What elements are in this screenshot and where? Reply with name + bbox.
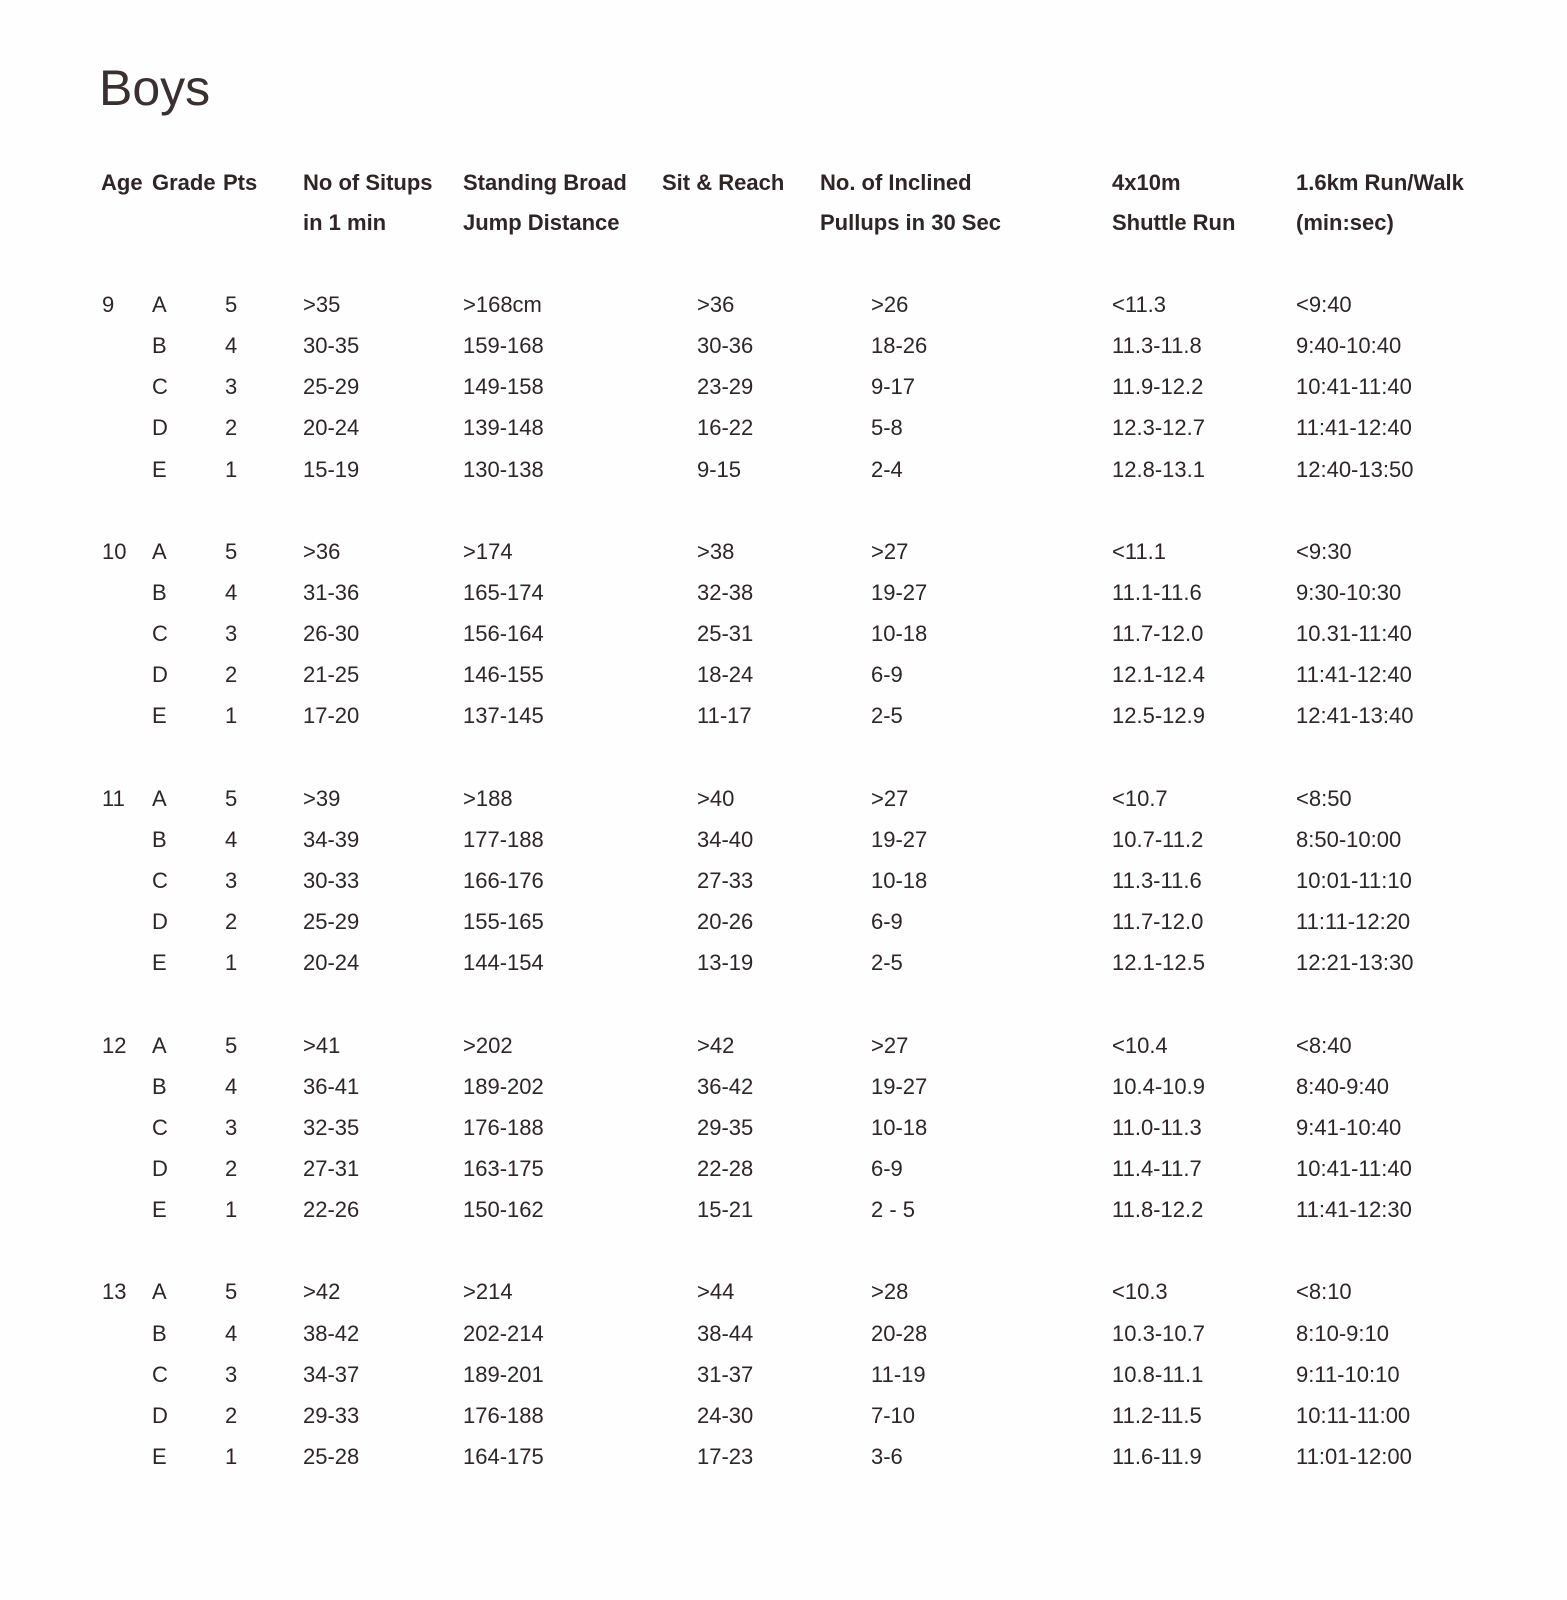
cell-situps: 26-30: [303, 621, 360, 647]
cell-run-walk: 10:41-11:40: [1296, 1155, 1412, 1181]
table-row: [0, 1148, 1567, 1189]
age-group: [0, 1025, 1567, 1231]
header-broad-jump-line1: Standing Broad: [463, 170, 627, 195]
cell-run-walk: <9:30: [1296, 538, 1352, 564]
header-pullups-line2: Pullups in 30 Sec: [820, 210, 1001, 235]
cell-grade: C: [152, 621, 168, 647]
header-sit-reach: [662, 163, 784, 203]
cell-shuttle-run: 11.3-11.8: [1112, 333, 1202, 359]
cell-situps: 25-28: [303, 1443, 360, 1469]
cell-points: 1: [225, 1197, 238, 1223]
cell-run-walk: 11:11-12:20: [1296, 909, 1411, 935]
cell-situps: >39: [303, 785, 341, 811]
cell-broad-jump: 166-176: [463, 867, 544, 893]
table-row: [0, 284, 1567, 325]
age-group: [0, 1271, 1567, 1477]
cell-shuttle-run: 10.4-10.9: [1112, 1073, 1205, 1099]
cell-grade: A: [152, 785, 167, 811]
cell-sit-reach: 16-22: [697, 415, 754, 441]
table-row: [0, 942, 1567, 983]
cell-pullups: 10-18: [871, 867, 928, 893]
cell-situps: 34-39: [303, 826, 360, 852]
cell-run-walk: <9:40: [1296, 292, 1352, 317]
cell-pullups: 10-18: [871, 621, 928, 647]
header-age-label: Age: [101, 170, 143, 195]
cell-sit-reach: 18-24: [697, 662, 754, 688]
cell-sit-reach: 34-40: [697, 826, 754, 852]
cell-shuttle-run: 12.3-12.7: [1112, 415, 1205, 441]
cell-sit-reach: 29-35: [697, 1114, 754, 1140]
standards-table: [0, 284, 1567, 1518]
cell-broad-jump: 159-168: [463, 333, 544, 359]
cell-shuttle-run: 11.8-12.2: [1112, 1197, 1204, 1223]
cell-shuttle-run: 12.5-12.9: [1112, 703, 1205, 729]
cell-broad-jump: 163-175: [463, 1155, 544, 1181]
cell-shuttle-run: <10.7: [1112, 785, 1168, 811]
cell-run-walk: 11:41-12:40: [1296, 662, 1412, 688]
cell-points: 3: [225, 621, 238, 647]
table-row: [0, 572, 1567, 613]
cell-broad-jump: 176-188: [463, 1114, 544, 1140]
cell-grade: D: [152, 1155, 168, 1181]
cell-pullups: 9-17: [871, 374, 916, 400]
table-row: [0, 449, 1567, 490]
cell-broad-jump: 176-188: [463, 1402, 544, 1428]
cell-grade: E: [152, 703, 167, 729]
cell-pullups: >28: [871, 1279, 909, 1305]
table-row: [0, 654, 1567, 695]
cell-shuttle-run: 10.7-11.2: [1112, 826, 1204, 852]
cell-sit-reach: >38: [697, 538, 735, 564]
cell-shuttle-run: 11.2-11.5: [1112, 1402, 1202, 1428]
cell-pullups: >27: [871, 1032, 909, 1058]
cell-situps: 15-19: [303, 456, 360, 482]
cell-run-walk: 12:40-13:50: [1296, 456, 1414, 482]
cell-run-walk: 11:41-12:30: [1296, 1197, 1412, 1223]
cell-sit-reach: >40: [697, 785, 735, 811]
header-run-walk-line1: 1.6km Run/Walk: [1296, 170, 1464, 195]
cell-grade: B: [152, 333, 167, 359]
table-row: [0, 613, 1567, 654]
header-run-walk-line2: (min:sec): [1296, 210, 1394, 235]
header-situps-line1: No of Situps: [303, 170, 433, 195]
table-row: [0, 1436, 1567, 1477]
header-broad-jump-line2: Jump Distance: [463, 210, 620, 235]
cell-broad-jump: 177-188: [463, 826, 544, 852]
cell-broad-jump: 130-138: [463, 456, 544, 482]
header-grade: [152, 163, 216, 203]
cell-shuttle-run: 10.8-11.1: [1112, 1361, 1204, 1387]
cell-situps: >41: [303, 1032, 341, 1058]
table-row: [0, 778, 1567, 819]
cell-broad-jump: 202-214: [463, 1320, 544, 1346]
cell-points: 4: [225, 1073, 238, 1099]
table-row: [0, 1271, 1567, 1312]
table-row: [0, 407, 1567, 448]
cell-points: 5: [225, 785, 238, 811]
table-row: [0, 819, 1567, 860]
cell-points: 3: [225, 867, 238, 893]
header-pts-label: Pts: [223, 170, 258, 195]
table-row: [0, 1066, 1567, 1107]
age-group: [0, 778, 1567, 984]
cell-pullups: 6-9: [871, 662, 903, 688]
cell-sit-reach: 22-28: [697, 1155, 754, 1181]
cell-run-walk: 8:10-9:10: [1296, 1320, 1389, 1346]
cell-broad-jump: 144-154: [463, 950, 544, 976]
cell-grade: C: [152, 1361, 168, 1387]
table-row: [0, 1189, 1567, 1230]
cell-situps: 17-20: [303, 703, 360, 729]
cell-shuttle-run: 11.9-12.2: [1112, 374, 1204, 400]
cell-run-walk: 10:11-11:00: [1296, 1402, 1411, 1428]
header-pullups-line1: No. of Inclined: [820, 170, 972, 195]
cell-run-walk: 8:40-9:40: [1296, 1073, 1389, 1099]
cell-grade: D: [152, 1402, 168, 1428]
cell-situps: >42: [303, 1279, 341, 1305]
cell-sit-reach: 20-26: [697, 909, 754, 935]
cell-shuttle-run: <10.3: [1112, 1279, 1168, 1305]
cell-situps: 30-33: [303, 867, 360, 893]
cell-broad-jump: 150-162: [463, 1197, 544, 1223]
cell-broad-jump: 164-175: [463, 1443, 544, 1469]
table-row: [0, 695, 1567, 736]
cell-run-walk: 10:41-11:40: [1296, 374, 1412, 400]
cell-grade: D: [152, 415, 168, 441]
cell-pullups: 20-28: [871, 1320, 928, 1346]
cell-run-walk: 11:41-12:40: [1296, 415, 1412, 441]
cell-situps: >35: [303, 292, 341, 317]
cell-broad-jump: 189-201: [463, 1361, 544, 1387]
cell-shuttle-run: 11.7-12.0: [1112, 909, 1204, 935]
cell-run-walk: 12:41-13:40: [1296, 703, 1414, 729]
cell-shuttle-run: <10.4: [1112, 1032, 1168, 1058]
cell-situps: 25-29: [303, 909, 360, 935]
cell-broad-jump: >174: [463, 538, 513, 564]
cell-points: 2: [225, 1155, 238, 1181]
cell-age: 9: [102, 292, 115, 317]
cell-grade: D: [152, 662, 168, 688]
cell-shuttle-run: 11.6-11.9: [1112, 1443, 1202, 1469]
cell-grade: E: [152, 456, 167, 482]
cell-pullups: >27: [871, 538, 909, 564]
cell-grade: B: [152, 1073, 167, 1099]
cell-run-walk: <8:50: [1296, 785, 1352, 811]
cell-points: 4: [225, 333, 238, 359]
cell-shuttle-run: 12.8-13.1: [1112, 456, 1205, 482]
cell-shuttle-run: <11.3: [1112, 292, 1167, 317]
cell-situps: 38-42: [303, 1320, 360, 1346]
cell-shuttle-run: <11.1: [1112, 538, 1167, 564]
cell-points: 5: [225, 292, 238, 317]
header-sit-reach-line1: Sit & Reach: [662, 170, 785, 195]
cell-sit-reach: 15-21: [697, 1197, 754, 1223]
cell-run-walk: 9:11-10:10: [1296, 1361, 1400, 1387]
header-grade-label: Grade: [152, 170, 216, 195]
cell-points: 1: [225, 950, 238, 976]
cell-points: 2: [225, 415, 238, 441]
cell-points: 2: [225, 909, 238, 935]
cell-situps: 34-37: [303, 1361, 360, 1387]
cell-points: 3: [225, 1361, 238, 1387]
cell-run-walk: <8:10: [1296, 1279, 1352, 1305]
cell-points: 5: [225, 1032, 238, 1058]
cell-situps: 29-33: [303, 1402, 360, 1428]
cell-broad-jump: 155-165: [463, 909, 544, 935]
header-shuttle-run: [1112, 163, 1235, 243]
cell-run-walk: <8:40: [1296, 1032, 1352, 1058]
cell-sit-reach: 25-31: [697, 621, 754, 647]
cell-grade: B: [152, 826, 167, 852]
cell-sit-reach: 27-33: [697, 867, 754, 893]
age-group: [0, 284, 1567, 490]
cell-points: 3: [225, 1114, 238, 1140]
cell-pullups: 5-8: [871, 415, 903, 441]
cell-shuttle-run: 11.7-12.0: [1112, 621, 1204, 647]
cell-sit-reach: 36-42: [697, 1073, 754, 1099]
cell-points: 4: [225, 1320, 238, 1346]
header-broad-jump: [463, 163, 627, 243]
cell-situps: 30-35: [303, 333, 360, 359]
cell-pullups: 3-6: [871, 1443, 903, 1469]
cell-points: 4: [225, 579, 238, 605]
cell-shuttle-run: 11.1-11.6: [1112, 579, 1202, 605]
table-row: [0, 1107, 1567, 1148]
cell-pullups: 19-27: [871, 579, 928, 605]
table-row: [0, 1354, 1567, 1395]
cell-pullups: 2-5: [871, 703, 903, 729]
cell-situps: 27-31: [303, 1155, 360, 1181]
cell-points: 1: [225, 703, 238, 729]
cell-situps: 22-26: [303, 1197, 360, 1223]
cell-broad-jump: 189-202: [463, 1073, 544, 1099]
cell-points: 1: [225, 456, 238, 482]
cell-pullups: >27: [871, 785, 909, 811]
cell-grade: B: [152, 579, 167, 605]
cell-broad-jump: >168cm: [463, 292, 542, 317]
cell-situps: >36: [303, 538, 341, 564]
cell-run-walk: 9:40-10:40: [1296, 333, 1402, 359]
table-row: [0, 901, 1567, 942]
cell-pullups: 6-9: [871, 909, 903, 935]
cell-run-walk: 9:30-10:30: [1296, 579, 1402, 605]
header-shuttle-run-line2: Shuttle Run: [1112, 210, 1236, 235]
cell-situps: 21-25: [303, 662, 360, 688]
table-row: [0, 366, 1567, 407]
cell-sit-reach: >42: [697, 1032, 735, 1058]
cell-sit-reach: >44: [697, 1279, 735, 1305]
cell-run-walk: 9:41-10:40: [1296, 1114, 1402, 1140]
cell-pullups: 6-9: [871, 1155, 903, 1181]
cell-broad-jump: 165-174: [463, 579, 544, 605]
table-row: [0, 1395, 1567, 1436]
cell-run-walk: 11:01-12:00: [1296, 1443, 1412, 1469]
cell-grade: C: [152, 374, 168, 400]
cell-broad-jump: >202: [463, 1032, 513, 1058]
table-header: [0, 163, 1567, 243]
table-row: [0, 860, 1567, 901]
cell-sit-reach: 13-19: [697, 950, 754, 976]
cell-sit-reach: >36: [697, 292, 735, 317]
cell-broad-jump: 146-155: [463, 662, 544, 688]
cell-grade: A: [152, 1279, 167, 1305]
cell-grade: E: [152, 1197, 167, 1223]
cell-grade: C: [152, 1114, 168, 1140]
cell-sit-reach: 9-15: [697, 456, 742, 482]
header-pts: [223, 163, 257, 203]
cell-situps: 31-36: [303, 579, 360, 605]
cell-grade: C: [152, 867, 168, 893]
cell-shuttle-run: 12.1-12.4: [1112, 662, 1205, 688]
cell-pullups: 19-27: [871, 826, 928, 852]
cell-broad-jump: >214: [463, 1279, 513, 1305]
cell-shuttle-run: 10.3-10.7: [1112, 1320, 1205, 1346]
cell-shuttle-run: 11.3-11.6: [1112, 867, 1202, 893]
header-age: [101, 163, 143, 203]
cell-pullups: 2 - 5: [871, 1197, 916, 1223]
cell-age: 13: [102, 1279, 127, 1305]
cell-broad-jump: 137-145: [463, 703, 544, 729]
cell-points: 1: [225, 1443, 238, 1469]
cell-pullups: 2-4: [871, 456, 903, 482]
cell-sit-reach: 23-29: [697, 374, 754, 400]
cell-situps: 20-24: [303, 950, 360, 976]
cell-run-walk: 8:50-10:00: [1296, 826, 1402, 852]
cell-pullups: 2-5: [871, 950, 903, 976]
cell-sit-reach: 38-44: [697, 1320, 754, 1346]
cell-age: 11: [102, 785, 125, 811]
cell-grade: A: [152, 1032, 167, 1058]
cell-run-walk: 10:01-11:10: [1296, 867, 1412, 893]
cell-grade: A: [152, 292, 167, 317]
table-row: [0, 325, 1567, 366]
cell-grade: B: [152, 1320, 167, 1346]
cell-grade: E: [152, 1443, 167, 1469]
cell-pullups: 18-26: [871, 333, 928, 359]
cell-pullups: 7-10: [871, 1402, 916, 1428]
table-row: [0, 1025, 1567, 1066]
cell-pullups: 10-18: [871, 1114, 928, 1140]
cell-sit-reach: 31-37: [697, 1361, 754, 1387]
cell-points: 2: [225, 662, 238, 688]
cell-grade: E: [152, 950, 167, 976]
cell-situps: 32-35: [303, 1114, 360, 1140]
cell-points: 3: [225, 374, 238, 400]
cell-pullups: >26: [871, 292, 909, 317]
cell-broad-jump: >188: [463, 785, 513, 811]
header-situps-line2: in 1 min: [303, 210, 387, 235]
cell-sit-reach: 30-36: [697, 333, 754, 359]
cell-situps: 20-24: [303, 415, 360, 441]
cell-broad-jump: 139-148: [463, 415, 544, 441]
cell-sit-reach: 24-30: [697, 1402, 754, 1428]
cell-age: 12: [102, 1032, 127, 1058]
header-situps: [303, 163, 433, 243]
header-pullups: [820, 163, 1001, 243]
page-title: Boys: [99, 60, 211, 116]
cell-situps: 36-41: [303, 1073, 360, 1099]
cell-run-walk: 12:21-13:30: [1296, 950, 1414, 976]
cell-shuttle-run: 11.0-11.3: [1112, 1114, 1202, 1140]
cell-situps: 25-29: [303, 374, 360, 400]
cell-grade: A: [152, 538, 167, 564]
cell-grade: D: [152, 909, 168, 935]
cell-shuttle-run: 12.1-12.5: [1112, 950, 1205, 976]
cell-pullups: 19-27: [871, 1073, 928, 1099]
cell-age: 10: [102, 538, 127, 564]
cell-run-walk: 10.31-11:40: [1296, 621, 1412, 647]
cell-points: 4: [225, 826, 238, 852]
header-shuttle-run-line1: 4x10m: [1112, 170, 1181, 195]
cell-pullups: 11-19: [871, 1361, 926, 1387]
cell-points: 5: [225, 1279, 238, 1305]
header-run-walk: [1296, 163, 1464, 243]
cell-shuttle-run: 11.4-11.7: [1112, 1155, 1202, 1181]
cell-broad-jump: 149-158: [463, 374, 544, 400]
cell-sit-reach: 32-38: [697, 579, 754, 605]
cell-points: 5: [225, 538, 238, 564]
age-group: [0, 531, 1567, 737]
cell-points: 2: [225, 1402, 238, 1428]
cell-broad-jump: 156-164: [463, 621, 544, 647]
cell-sit-reach: 11-17: [697, 703, 752, 729]
table-row: [0, 1313, 1567, 1354]
table-row: [0, 531, 1567, 572]
cell-sit-reach: 17-23: [697, 1443, 754, 1469]
